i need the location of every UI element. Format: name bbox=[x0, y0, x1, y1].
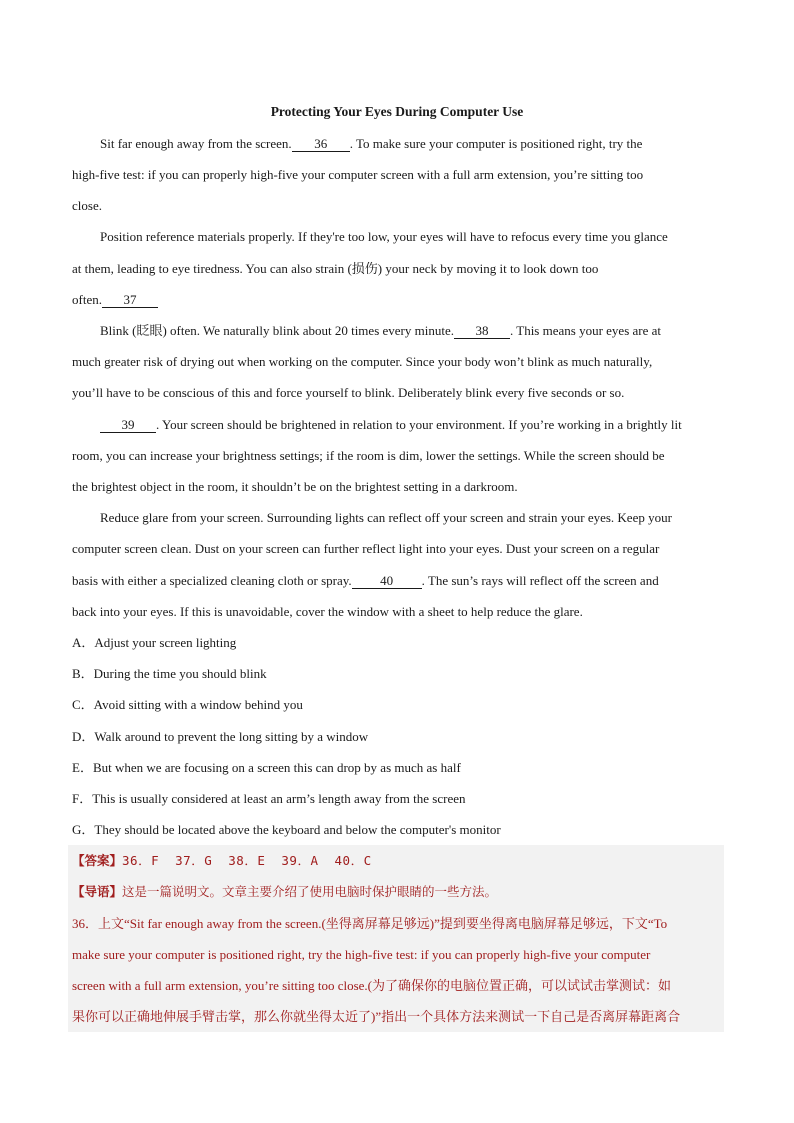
text-segment: . Your screen should be brightened in relation to your environment. If you’re working in a brightly lit bbox=[156, 417, 682, 432]
paragraph-line: the brightest object in the room, it shouldn’t be on the brightest setting in a darkroom. bbox=[72, 479, 518, 494]
paragraph-line: room, you can increase your brightness settings; if the room is dim, lower the settings. While the screen should be bbox=[72, 448, 665, 463]
text-segment: Blink (眨眼) often. We naturally blink about 20 times every minute. bbox=[100, 323, 454, 338]
text-segment: . This means your eyes are at bbox=[509, 323, 662, 338]
answer-panel bbox=[68, 845, 724, 1032]
paragraph-line: much greater risk of drying out when working on the computer. Since your body won’t blink as much naturally, bbox=[72, 354, 653, 369]
option-c: C．Avoid sitting with a window behind you bbox=[72, 697, 303, 712]
text-segment: Sit far enough away from the screen. bbox=[100, 136, 292, 151]
paragraph-line: at them, leading to eye tiredness. You can also strain (损伤) your neck by moving it to look down too bbox=[72, 261, 599, 276]
answer-label: 【答案】 bbox=[72, 853, 123, 868]
paragraph-line bbox=[100, 136, 642, 152]
guide-label: 【导语】 bbox=[72, 884, 123, 899]
paragraph-line bbox=[72, 573, 659, 589]
blank-40[interactable]: 40 bbox=[352, 574, 422, 589]
option-e: E．But when we are focusing on a screen this can drop by as much as half bbox=[72, 760, 461, 775]
paragraph-line: high-five test: if you can properly high-five your computer screen with a full arm extension, you’re sitting too bbox=[72, 167, 644, 182]
paragraph-line bbox=[72, 292, 158, 308]
page-title: Protecting Your Eyes During Computer Use bbox=[270, 104, 524, 119]
blank-37[interactable]: 37 bbox=[102, 293, 158, 308]
paragraph-line: computer screen clean. Dust on your screen can further reflect light into your eyes. Dust your screen on a regular bbox=[72, 541, 660, 556]
text-segment: basis with either a specialized cleaning cloth or spray. bbox=[72, 573, 352, 588]
explanation-line: 果你可以正确地伸展手臂击掌，那么你就坐得太近了)”指出一个具体方法来测试一下自己是否离屏幕距离合 bbox=[72, 1009, 681, 1024]
text-segment: . To make sure your computer is positioned right, try the bbox=[349, 136, 643, 151]
paragraph-line: you’ll have to be conscious of this and force yourself to blink. Deliberately blink every five seconds or so. bbox=[72, 385, 625, 400]
paragraph-line: back into your eyes. If this is unavoidable, cover the window with a sheet to help reduce the glare. bbox=[72, 604, 583, 619]
text-segment: often. bbox=[72, 292, 102, 307]
explanation-line: 36．上文“Sit far enough away from the screen.(坐得离屏幕足够远)”提到要坐得离电脑屏幕足够远，下文“To bbox=[72, 916, 668, 931]
paragraph-line: Position reference materials properly. If they're too low, your eyes will have to refocus every time you glance bbox=[100, 229, 668, 244]
option-b: B．During the time you should blink bbox=[72, 666, 267, 681]
text-segment: . The sun’s rays will reflect off the screen and bbox=[421, 573, 659, 588]
blank-38[interactable]: 38 bbox=[454, 324, 510, 339]
option-d: D．Walk around to prevent the long sitting by a window bbox=[72, 729, 369, 744]
explanation-line: make sure your computer is positioned right, try the high-five test: if you can properly high-five your computer bbox=[72, 947, 651, 962]
option-a: A．Adjust your screen lighting bbox=[72, 635, 237, 650]
paragraph-line bbox=[100, 323, 661, 339]
blank-39[interactable]: 39 bbox=[100, 418, 156, 433]
answer-keys: 36．F 37．G 38．E 39．A 40．C bbox=[122, 853, 372, 868]
paragraph-line: Reduce glare from your screen. Surrounding lights can reflect off your screen and strain your eyes. Keep your bbox=[100, 510, 672, 525]
option-f: F．This is usually considered at least an arm’s length away from the screen bbox=[72, 791, 466, 806]
guide-line bbox=[72, 884, 497, 900]
paragraph-line bbox=[100, 417, 682, 433]
paragraph-line: close. bbox=[72, 198, 102, 213]
option-g: G．They should be located above the keyboard and below the computer's monitor bbox=[72, 822, 501, 837]
blank-36[interactable]: 36 bbox=[292, 137, 350, 152]
explanation-line: screen with a full arm extension, you’re sitting too close.(为了确保你的电脑位置正确，可以试试击掌测试：如 bbox=[72, 978, 672, 993]
guide-text: 这是一篇说明文。文章主要介绍了使用电脑时保护眼睛的一些方法。 bbox=[122, 884, 498, 899]
answer-line bbox=[72, 853, 372, 869]
